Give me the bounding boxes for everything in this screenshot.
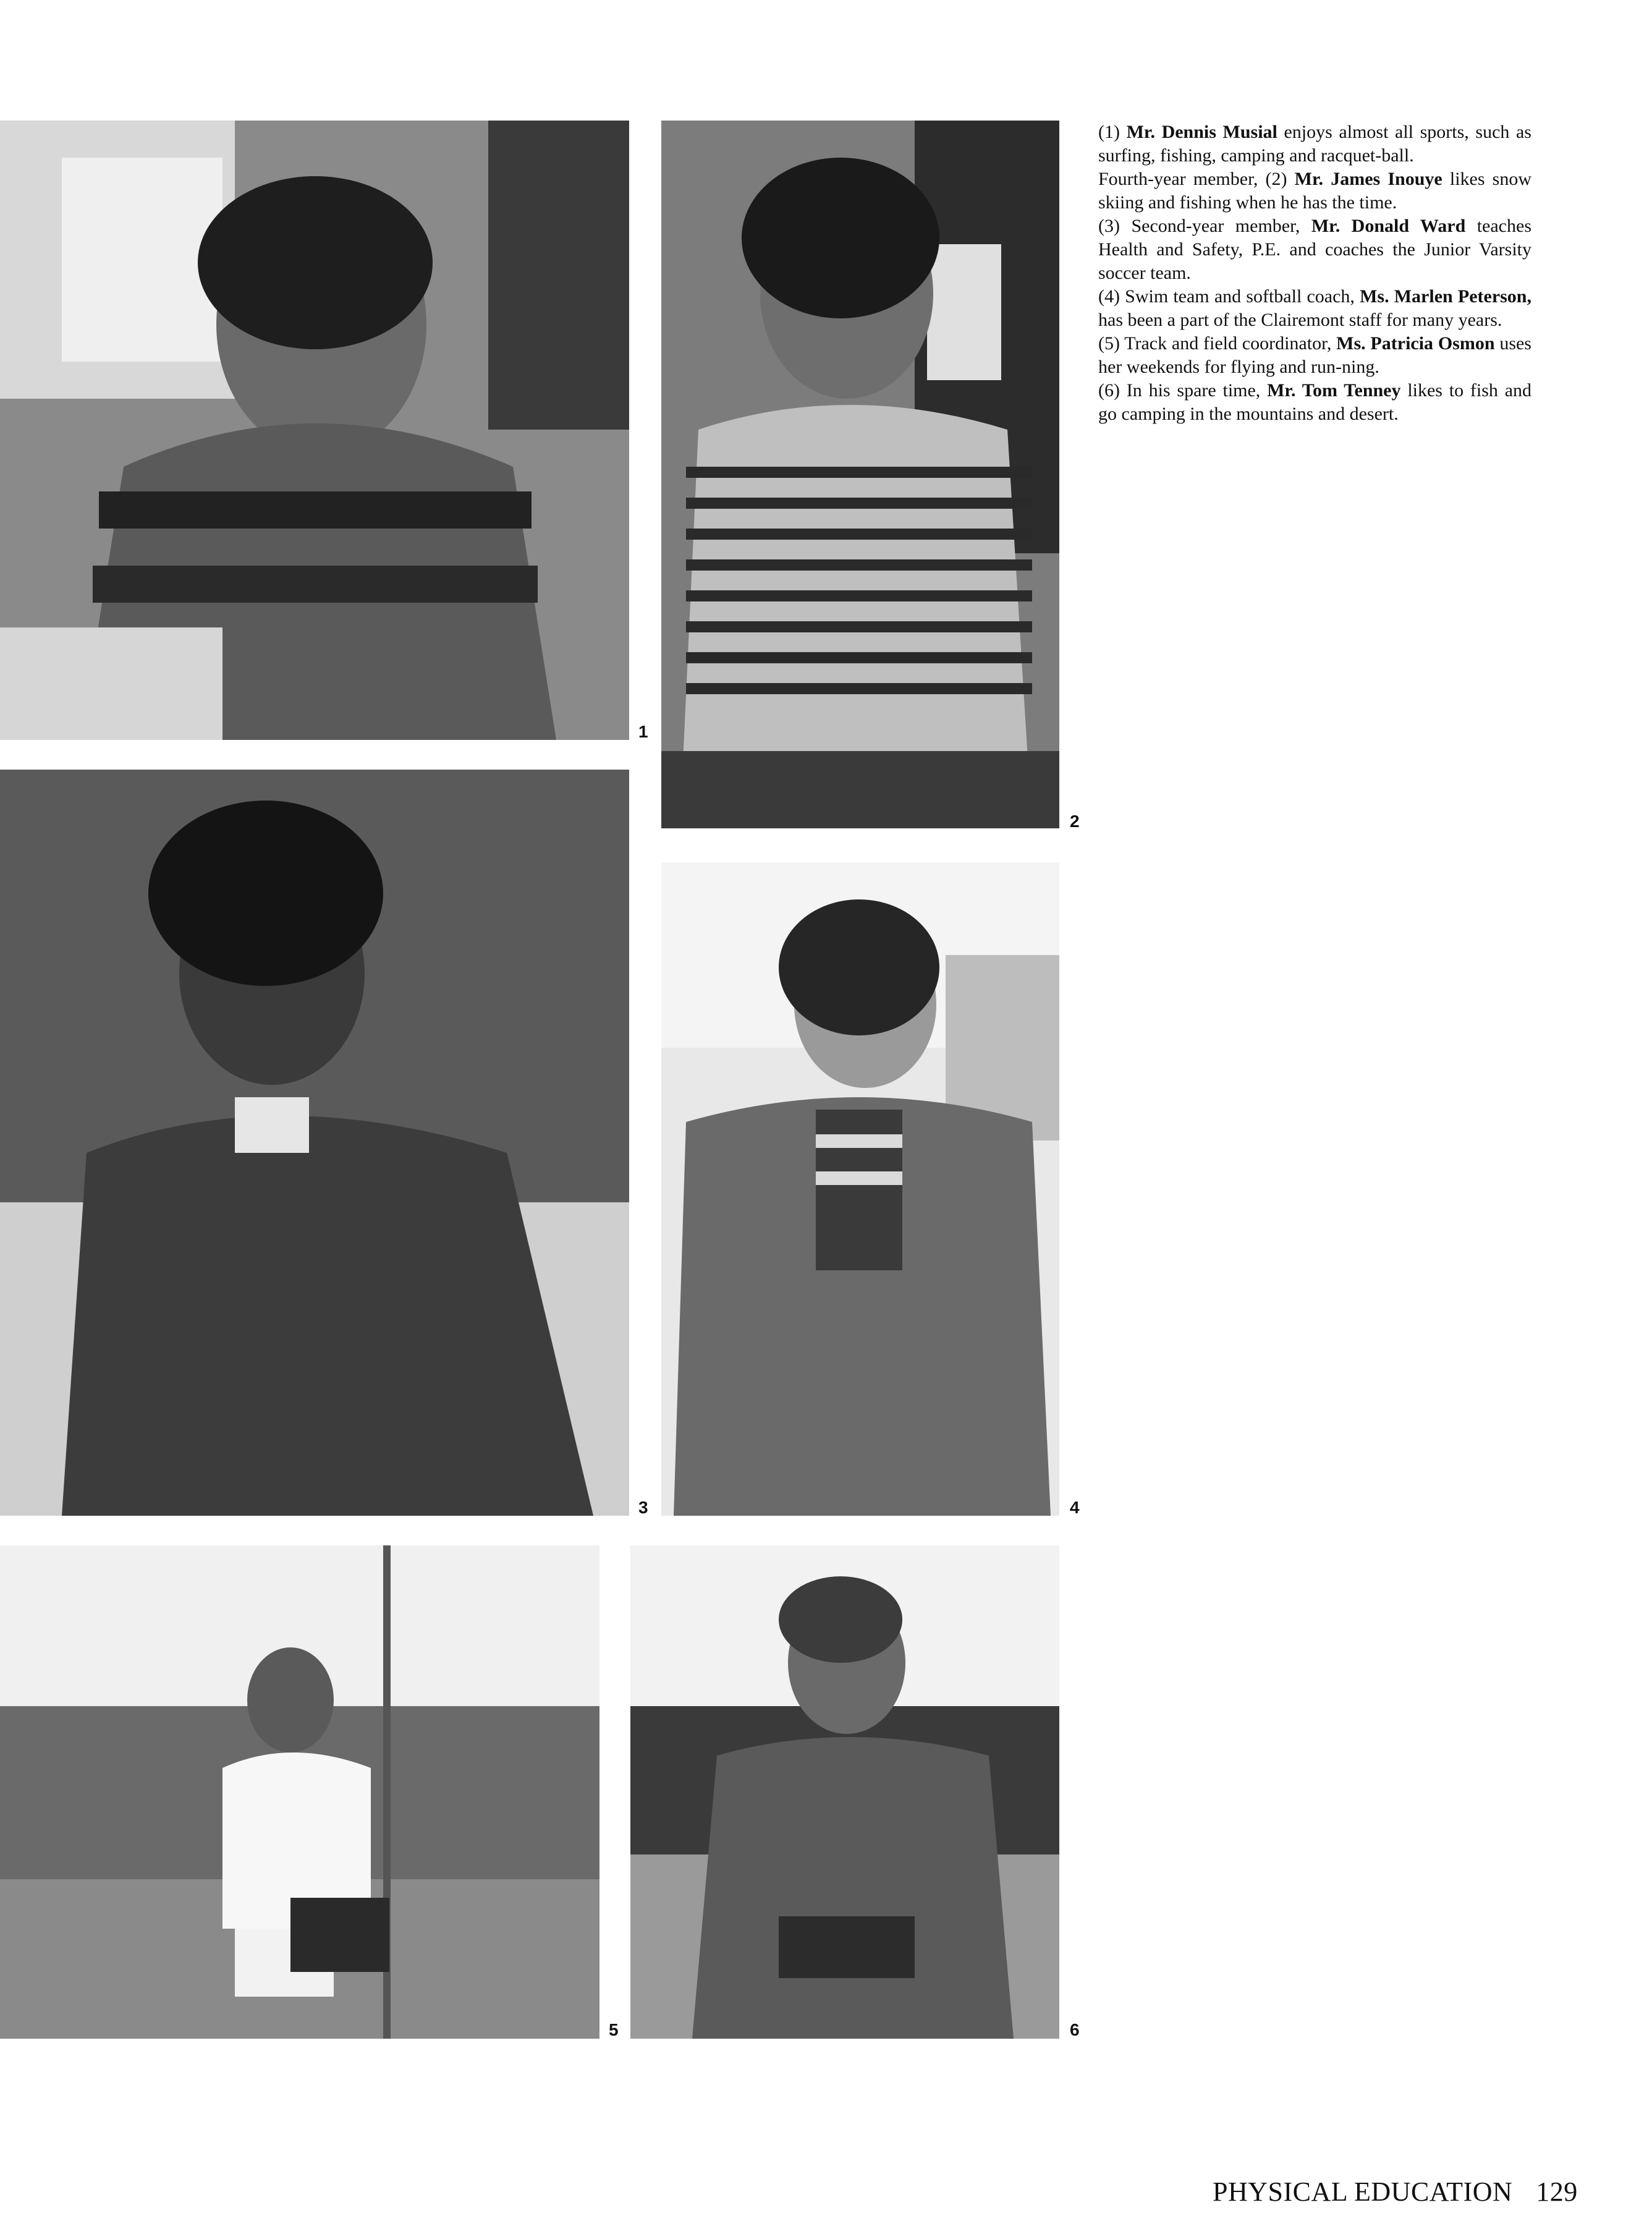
photo-1 xyxy=(0,121,629,740)
caption-name: Mr. Dennis Musial xyxy=(1126,122,1277,142)
photo-number-4: 4 xyxy=(1070,1498,1080,1517)
caption-text: uses her weekends for flying and run-ning. xyxy=(1098,333,1531,377)
caption-number: (5) xyxy=(1098,333,1120,354)
caption-1 xyxy=(1098,121,1531,168)
caption-text: Swim team and softball coach, xyxy=(1125,286,1360,307)
photo-6 xyxy=(630,1545,1059,2039)
caption-name: Ms. Patricia Osmon xyxy=(1336,333,1495,354)
caption-number: (2) xyxy=(1265,169,1287,189)
caption-text: likes snow skiing and fishing when he has the time. xyxy=(1098,169,1532,213)
caption-text: Fourth-year member, xyxy=(1098,169,1266,189)
caption-text: enjoys almost all sports, such as surfing, fishing, camping and racquet-ball. xyxy=(1098,122,1531,166)
caption-number: (3) xyxy=(1098,216,1120,236)
photo-3 xyxy=(0,770,629,1516)
caption-name: Ms. Marlen Peterson, xyxy=(1360,286,1531,307)
photo-2 xyxy=(661,121,1059,828)
caption-4 xyxy=(1098,285,1531,332)
caption-text: Track and field coordinator, xyxy=(1124,333,1337,354)
caption-text: likes to fish and go camping in the mountains and desert. xyxy=(1098,380,1532,424)
caption-3 xyxy=(1098,215,1531,285)
page-footer xyxy=(1213,2176,1578,2207)
photo-4 xyxy=(661,862,1059,1516)
photo-number-5: 5 xyxy=(609,2020,619,2039)
caption-2 xyxy=(1098,168,1531,215)
photo-5 xyxy=(0,1545,599,2039)
caption-6 xyxy=(1098,379,1531,426)
photo-number-6: 6 xyxy=(1070,2020,1080,2039)
caption-text: In his spare time, xyxy=(1126,380,1268,401)
caption-name: Mr. James Inouye xyxy=(1294,169,1442,189)
page-number: 129 xyxy=(1536,2177,1578,2207)
caption-text: has been a part of the Clairemont staff for many years. xyxy=(1098,310,1502,330)
section-title: PHYSICAL EDUCATION xyxy=(1213,2177,1513,2207)
caption-name: Mr. Donald Ward xyxy=(1311,216,1466,236)
caption-number: (6) xyxy=(1098,380,1120,401)
caption-text: Second-year member, xyxy=(1131,216,1311,236)
caption-5 xyxy=(1098,332,1531,379)
photo-number-1: 1 xyxy=(638,722,648,741)
caption-number: (4) xyxy=(1098,286,1120,307)
photo-number-3: 3 xyxy=(638,1498,648,1517)
caption-name: Mr. Tom Tenney xyxy=(1267,380,1401,401)
caption-number: (1) xyxy=(1098,122,1120,142)
photo-number-2: 2 xyxy=(1070,812,1080,831)
caption-block xyxy=(1098,121,1531,426)
caption-text: teaches Health and Safety, P.E. and coaches the Junior Varsity soccer team. xyxy=(1098,216,1531,283)
